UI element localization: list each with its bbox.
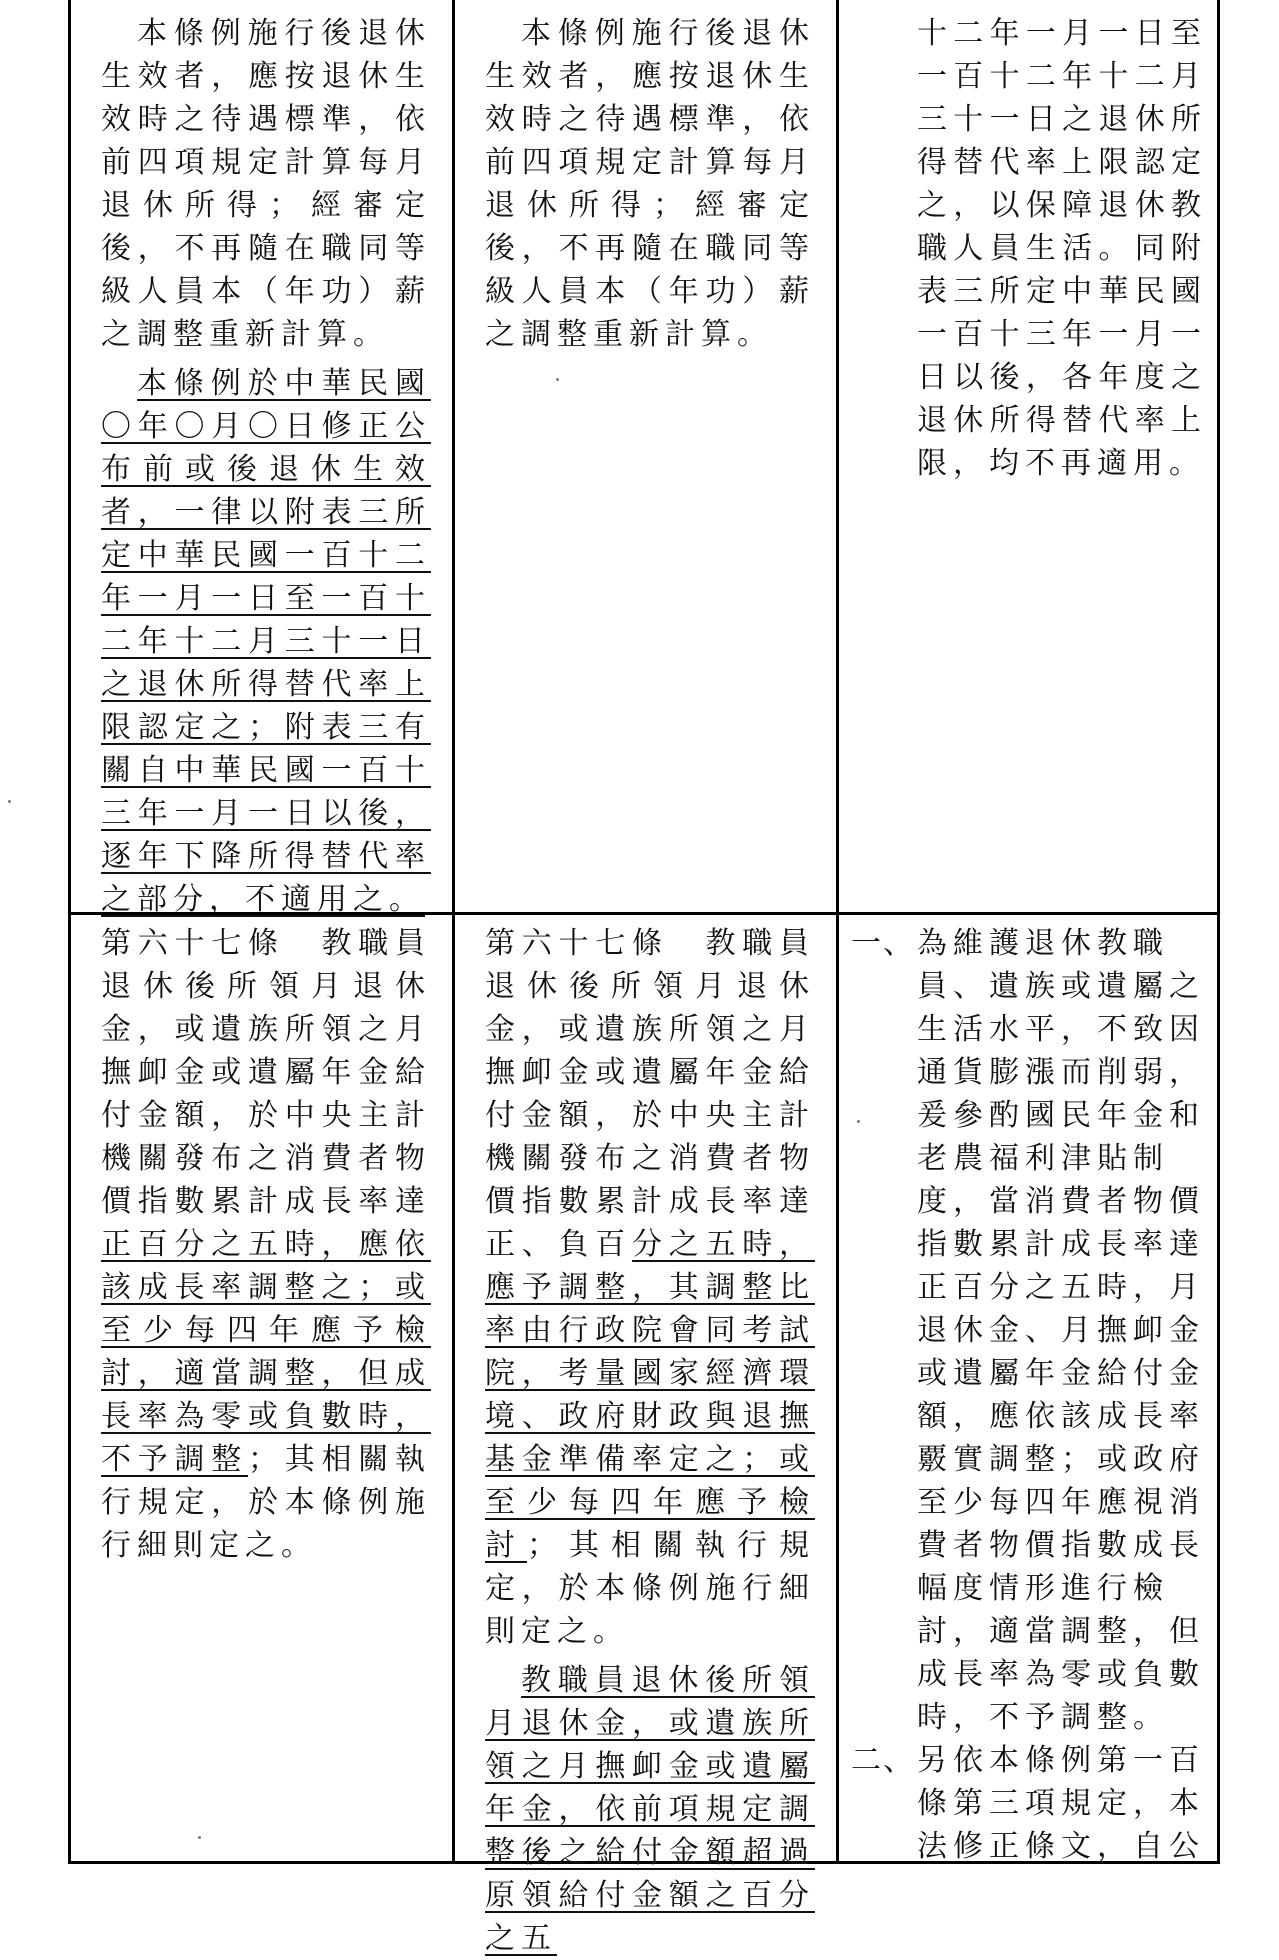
comparison-table xyxy=(68,0,1220,1956)
explanation-item-1 xyxy=(851,922,1207,1739)
column-divider-2 xyxy=(836,0,839,1861)
row1-col2-cell xyxy=(485,12,815,356)
row2-col1-cell xyxy=(101,922,431,1567)
row1-col2-para1: 本條例施行後退休生效者，應按退休生效時之待遇標準，依前四項規定計算每月退休所得；經審定後，不再隨在職同等級人員本（年功）薪之調整重新計算。 xyxy=(485,16,815,352)
row1-col1-para1: 本條例施行後退休生效者，應按退休生效時之待遇標準，依前四項規定計算每月退休所得；經審定後，不再隨在職同等級人員本（年功）薪之調整重新計算。 xyxy=(101,16,431,352)
explanation-item-2-text: 另依本條例第一百條第三項規定，本法修正條文，自公 xyxy=(917,1743,1205,1864)
scan-speck xyxy=(8,800,11,803)
scan-speck xyxy=(857,1120,860,1123)
row1-col3-cell xyxy=(917,12,1207,485)
row1-col1-para2-amended: 本條例於中華民國〇年〇月〇日修正公布前或後退休生效者，一律以附表三所定中華民國一百十二年一月一日至一百十二年十二月三十一日之退休所得替代率上限認定之；附表三有關自中華民國一百十三年一月一日以後，逐年下降所得替代率之部分，不適用之。 xyxy=(101,366,431,917)
scan-speck xyxy=(198,1836,201,1839)
explanation-item-1-marker: 一、 xyxy=(851,926,915,961)
article-67-amended-text: 第六十七條 教職員退休後所領月退休金，或遺族所領之月撫卹金或遺屬年金給付金額，於中央主計機關發布之消費者物價指數累計成長率達 xyxy=(101,926,431,1219)
article-67-amended-tail: ；其相關執行規定，於本條例施行細則定之。 xyxy=(101,1442,431,1563)
article-67-draft-para2: 教職員退休後所領月退休金，或遺族所領之月撫卹金或遺屬年金，依前項規定調整後之給付金額超過原領給付金額之百分之五 xyxy=(485,1663,815,1956)
row2-col2-cell xyxy=(485,922,815,1960)
column-divider-1 xyxy=(452,0,455,1861)
article-67-amended xyxy=(101,922,431,1567)
article-67-amended-underlined: 正百分之五時，應依該成長率調整之；或至少每四年應予檢討，適當調整，但成長率為零或負數時，不予調整 xyxy=(101,1227,431,1477)
article-67-draft-tail: ；其相關執行規定，於本條例施行細則定之。 xyxy=(485,1528,815,1649)
explanation-item-2 xyxy=(851,1739,1207,1868)
article-67-draft xyxy=(485,922,815,1653)
explanation-item-2-marker: 二、 xyxy=(851,1743,915,1778)
explanation-item-1-text: 為維護退休教職員、遺族或遺屬之生活水平，不致因通貨膨漲而削弱，爰參酌國民年金和老農福利津貼制度，當消費者物價指數累計成長率達正百分之五時，月退休金、月撫卹金或遺屬年金給付金額，應依該成長率覈實調整；或政府至少每四年應視消費者物價指數成長幅度情形進行檢討，適當調整，但成長率為零或負數時，不予調整。 xyxy=(917,926,1205,1735)
article-67-draft-underlined: 分之五時，應予調整，其調整比率由行政院會同考試院，考量國家經濟環境、政府財政與退撫基金準備率定之；或至少每四年應予檢討 xyxy=(485,1227,815,1563)
article-67-draft-text: 第六十七條 教職員退休後所領月退休金，或遺族所領之月撫卹金或遺屬年金給付金額，於中央主計機關發布之消費者物價指數累計成長率達正、負百 xyxy=(485,926,815,1262)
row1-col1-cell xyxy=(101,12,431,921)
row2-col3-cell xyxy=(851,922,1207,1868)
scan-speck xyxy=(556,378,559,381)
row1-col3-explanation: 十二年一月一日至一百十二年十二月三十一日之退休所得替代率上限認定之，以保障退休教職人員生活。同附表三所定中華民國一百十三年一月一日以後，各年度之退休所得替代率上限，均不再適用。 xyxy=(917,16,1207,481)
